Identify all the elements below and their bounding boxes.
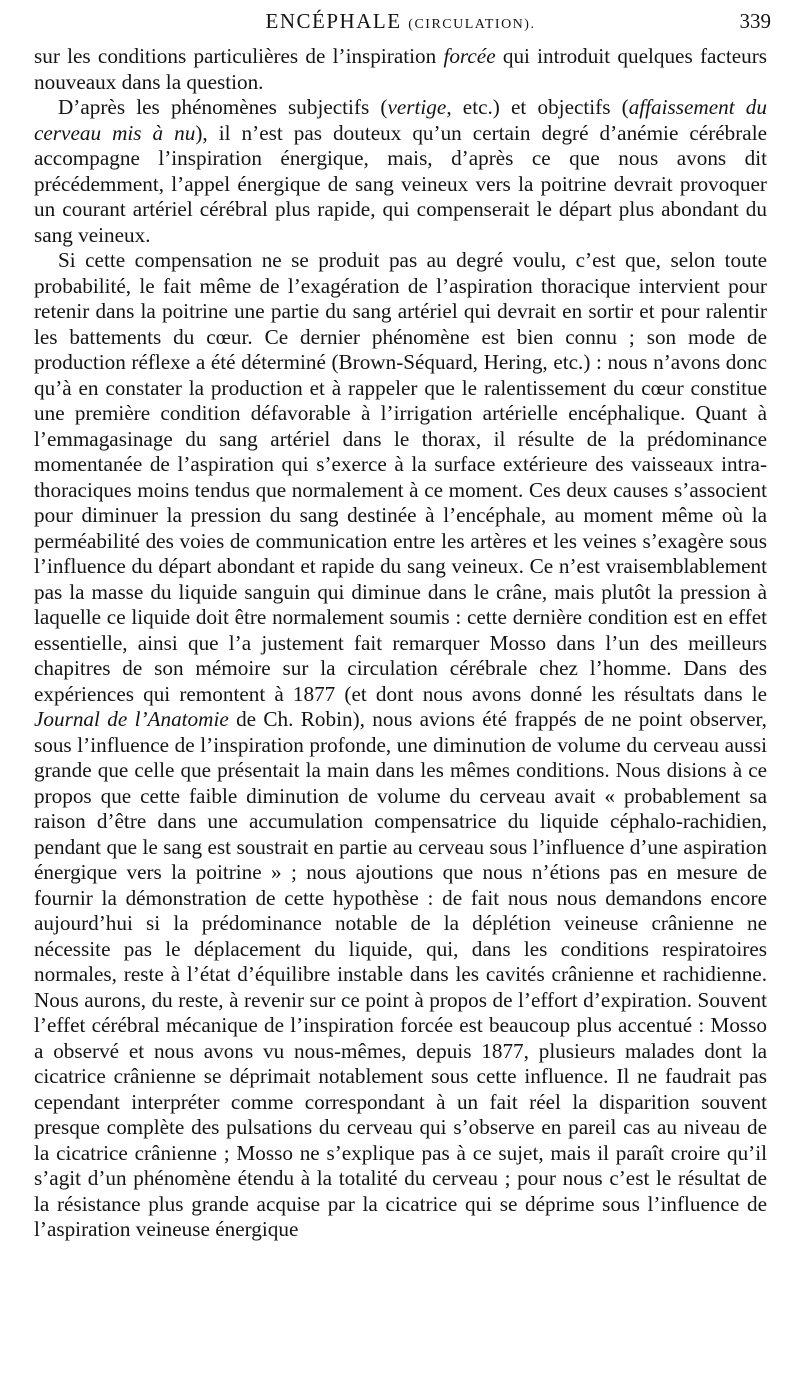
text-segment: de Ch. Robin), nous avions été frappés de ne point observer, sous l’influence de l’inspiration profonde, une diminution de volume du cerveau aussi grande que celle que présentait la main dans les mêmes conditions. Nous disions à ce propos que cette faible diminution de volume du cerveau avait « probablement sa raison d’être dans une accumulation compensatrice du liquide céphalo-rachidien, pendant que le sang est soustrait en partie au cerveau sous l’influence d’une aspiration énergique vers la poitrine » ; nous ajoutions que nous n’étions pas en mesure de fournir la démonstration de cette hypothèse : de fait nous nous demandons encore aujourd’hui si la prédominance notable de la déplétion veineuse crânienne ne nécessite pas le déplacement du liquide, qui, dans les conditions respiratoires normales, reste à l’état d’équilibre instable dans les cavités crânienne et rachidienne. Nous aurons, du reste, à revenir sur ce point à propos de l’effort d’expiration. Souvent l’effet cérébral mécanique de l’inspiration forcée est beaucoup plus accentué : Mosso a observé et nous avons vu nous-mêmes, depuis 1877, plusieurs malades dont la cicatrice crânienne se déprimait notablement sous cette influence. Il ne faudrait pas cependant interpréter comme correspondant à un fait réel la disparition souvent presque complète des pulsations du cerveau qui s’observe en pareil cas au niveau de la cicatrice crânienne ; Mosso ne s’explique pas à ce sujet, mais il paraît croire qu’il s’agit d’un phénomène étendu à la totalité du cerveau ; pour nous c’est le résultat de la résistance plus grande acquise par la cicatrice qui se déprime sous l’influence de l’aspiration veineuse énergique [34, 707, 767, 1241]
text-segment: Si cette compensation ne se produit pas au degré voulu, c’est que, selon toute probabilité, le fait même de l’exagération de l’aspiration thoracique intervient pour retenir dans la poitrine une partie du sang artériel qui devrait en sortir et pour ralentir les battements du cœur. Ce dernier phénomène est bien connu ; son mode de production réflexe a été déterminé (Brown-Séquard, Hering, etc.) : nous n’avons donc qu’à en constater la production et à rappeler que le ralentissement du cœur constitue une première condition défavorable à l’irrigation artérielle encéphalique. Quant à l’emmagasinage du sang artériel dans le thorax, il résulte de la prédominance momentanée de l’aspiration qui s’exerce à la surface extérieure des vaisseaux intra-thoraciques moins tendus que normalement à ce moment. Ces deux causes s’associent pour diminuer la pression du sang destinée à l’encéphale, au moment même où la perméabilité des voies de communication entre les artères et les veines s’exagère sous l’influence du départ abondant et rapide du sang veineux. Ce n’est vraisemblablement pas la masse du liquide sanguin qui diminue dans le crâne, mais plutôt la pression à laquelle ce liquide doit être normalement soumis : cette dernière condition est en effet essentielle, ainsi que l’a justement fait remarquer Mosso dans l’un des meilleurs chapitres de son mémoire sur la circulation cérébrale chez l’homme. Dans des expériences qui remontent à 1877 (et dont nous avons donné les résultats dans le [34, 248, 767, 706]
document-page [34, 8, 771, 1243]
text-segment-italic: vertige [387, 95, 447, 119]
text-segment-italic: Journal de l’Anatomie [34, 707, 229, 731]
running-title [34, 8, 767, 38]
text-segment: ), il n’est pas douteux qu’un certain degré d’anémie cérébrale accompagne l’inspiration énergique, mais, d’après ce que nous avons dit précédemment, l’appel énergique de sang veineux vers la poitrine devrait provoquer un courant artériel cérébral plus rapide, qui compenserait le départ plus abondant du sang veineux. [34, 120, 767, 247]
text-segment-italic: forcée [443, 44, 496, 68]
header-title: ENCÉPHALE [265, 9, 402, 33]
paragraph-1 [34, 44, 767, 95]
text-segment-italic: affaissement du cerveau mis à nu [34, 95, 767, 145]
page-number: 339 [739, 9, 771, 33]
text-segment: D’après les phénomènes subjectifs ( [58, 95, 388, 119]
running-head [34, 8, 771, 34]
header-section: (CIRCULATION). [408, 17, 536, 32]
paragraph-3 [34, 248, 767, 1243]
text-segment: , etc.) et objectifs ( [446, 95, 629, 119]
text-segment: qui introduit quelques facteurs nouveaux dans la question. [34, 44, 767, 94]
text-segment: sur les conditions particulières de l’inspiration [34, 44, 444, 68]
paragraph-2 [34, 95, 767, 248]
body-text [34, 44, 767, 1243]
